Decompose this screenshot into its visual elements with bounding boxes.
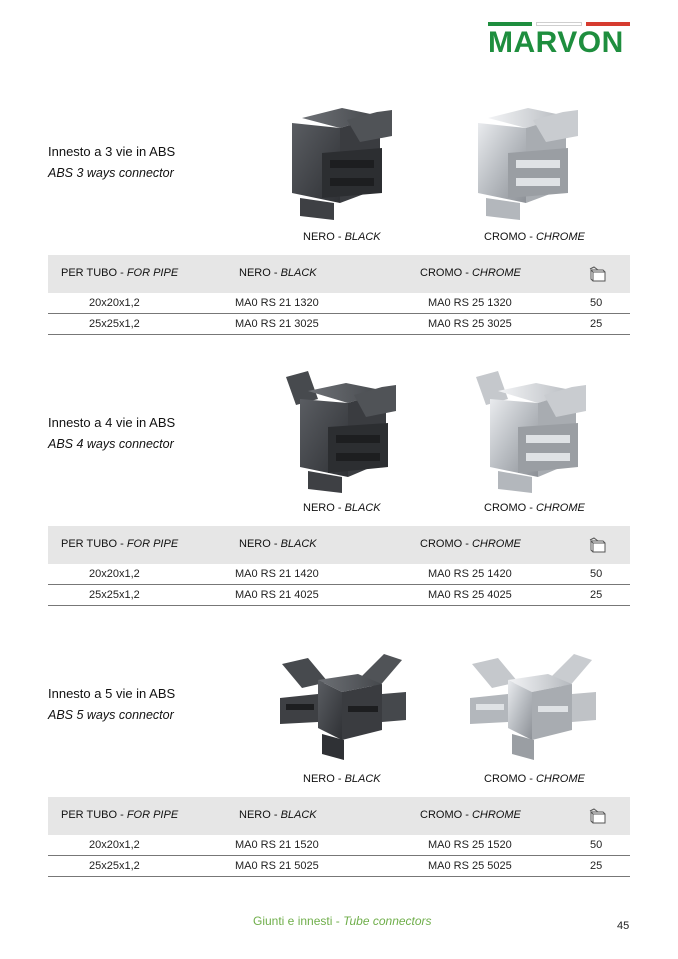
label-chrome: CROMO - CHROME [484,773,585,785]
package-box-icon [588,806,608,826]
label-black-it: NERO [303,773,335,785]
package-box-icon [588,535,608,555]
cell-qty: 50 [590,568,603,580]
cell-chrome-code: MA0 RS 25 5025 [428,860,512,872]
cell-black-code: MA0 RS 21 4025 [235,589,319,601]
header-chrome: CROMO - CHROME [420,267,521,279]
footer-text-it: Giunti e innesti [253,914,333,928]
label-black-en: BLACK [344,502,381,514]
label-chrome-en: CHROME [535,773,585,785]
product-title-en: ABS 3 ways connector [48,166,174,180]
header-pipe: PER TUBO - FOR PIPE [61,538,179,550]
product-title-it: Innesto a 5 vie in ABS [48,686,176,701]
cell-qty: 25 [590,318,603,330]
cell-black-code: MA0 RS 21 1320 [235,297,319,309]
cell-pipe: 20x20x1,2 [89,839,140,851]
section-5-ways [48,640,630,872]
table-row [48,564,630,585]
label-chrome-it: CROMO [484,231,527,243]
label-black-en: BLACK [344,773,381,785]
header-black: NERO - BLACK [239,809,317,821]
black-4way-connector-image [278,369,403,494]
cell-pipe: 20x20x1,2 [89,568,140,580]
table-header [48,526,630,564]
black-3way-connector-image [282,98,402,223]
chrome-5way-connector-image [468,650,598,762]
label-black: NERO - BLACK [303,773,381,785]
cell-black-code: MA0 RS 21 1520 [235,839,319,851]
brand-logo [488,22,630,60]
chrome-3way-connector-image [468,98,588,223]
cell-black-code: MA0 RS 21 3025 [235,318,319,330]
label-black-en: BLACK [344,231,381,243]
label-chrome-it: CROMO [484,773,527,785]
label-chrome-it: CROMO [484,502,527,514]
label-chrome-en: CHROME [535,502,585,514]
cell-qty: 25 [590,589,603,601]
header-pipe: PER TUBO - FOR PIPE [61,809,179,821]
label-black-it: NERO [303,231,335,243]
table-row [48,293,630,314]
table-row [48,856,630,877]
header-black: NERO - BLACK [239,538,317,550]
header-pipe: PER TUBO - FOR PIPE [61,267,179,279]
label-chrome: CROMO - CHROME [484,231,585,243]
package-box-icon [588,264,608,284]
label-black: NERO - BLACK [303,231,381,243]
cell-pipe: 25x25x1,2 [89,589,140,601]
cell-chrome-code: MA0 RS 25 3025 [428,318,512,330]
product-title-en: ABS 5 ways connector [48,708,174,722]
footer-text-en: Tube connectors [343,914,432,928]
cell-qty: 50 [590,297,603,309]
page-number: 45 [617,920,630,932]
table-header [48,797,630,835]
product-title-en: ABS 4 ways connector [48,437,174,451]
cell-black-code: MA0 RS 21 1420 [235,568,319,580]
label-black-it: NERO [303,502,335,514]
label-chrome: CROMO - CHROME [484,502,585,514]
cell-pipe: 20x20x1,2 [89,297,140,309]
table-row [48,835,630,856]
cell-qty: 50 [590,839,603,851]
logo-wordmark: MARVON [488,26,624,59]
cell-black-code: MA0 RS 21 5025 [235,860,319,872]
cell-qty: 25 [590,860,603,872]
label-black: NERO - BLACK [303,502,381,514]
header-chrome: CROMO - CHROME [420,809,521,821]
section-4-ways [48,369,630,601]
black-5way-connector-image [278,650,408,762]
cell-pipe: 25x25x1,2 [89,860,140,872]
label-chrome-en: CHROME [535,231,585,243]
footer-category: Giunti e innesti - Tube connectors [253,914,432,928]
product-title-it: Innesto a 4 vie in ABS [48,415,176,430]
cell-pipe: 25x25x1,2 [89,318,140,330]
section-3-ways [48,98,630,330]
chrome-4way-connector-image [468,369,593,494]
table-row [48,585,630,606]
header-black: NERO - BLACK [239,267,317,279]
table-header [48,255,630,293]
cell-chrome-code: MA0 RS 25 1320 [428,297,512,309]
cell-chrome-code: MA0 RS 25 1520 [428,839,512,851]
table-row [48,314,630,335]
product-title-it: Innesto a 3 vie in ABS [48,144,176,159]
header-chrome: CROMO - CHROME [420,538,521,550]
cell-chrome-code: MA0 RS 25 4025 [428,589,512,601]
cell-chrome-code: MA0 RS 25 1420 [428,568,512,580]
